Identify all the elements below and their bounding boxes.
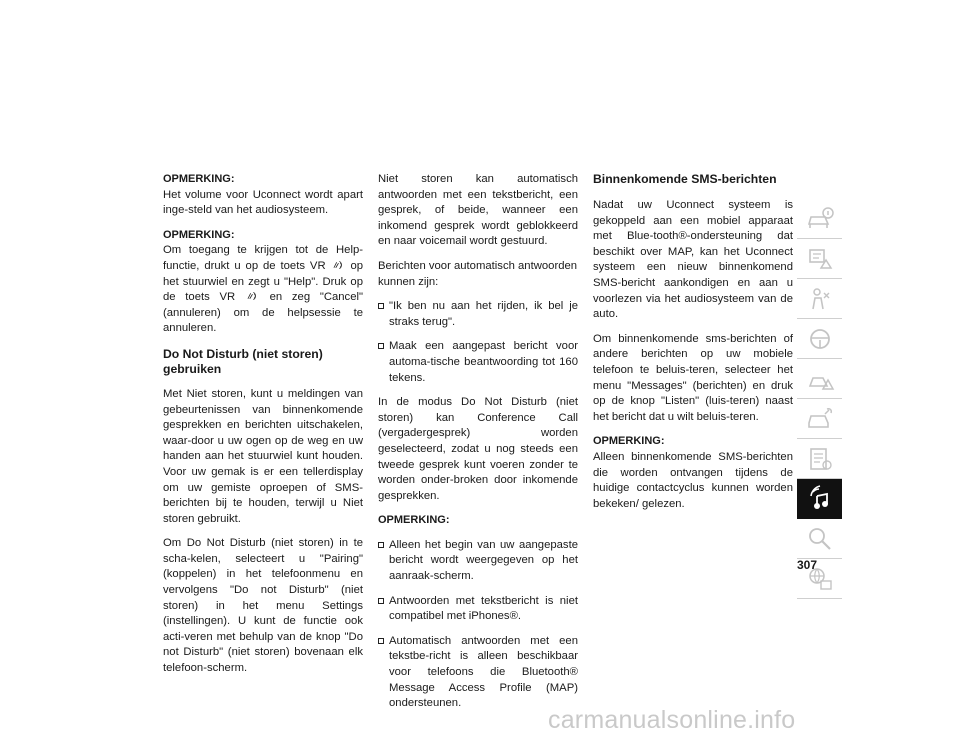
paragraph: Om Do Not Disturb (niet storen) in te scha-kelen, selecteert u "Pairing" (koppelen) in het telefoonmenu en vervolgens "Do not Disturb" (niet storen) in het menu Settings (instellingen). U kunt de functie ook acti-veren met behulp van de knop "Do not Disturb" (niet storen) bovenaan elk telefoon-scherm. [163, 537, 363, 675]
steering-wheel-icon [805, 324, 835, 354]
tab-index[interactable] [797, 519, 842, 559]
note-text-part: Om toegang te krijgen tot de Help-functie, drukt u op de toets VR [163, 244, 363, 272]
note-text-part: en zeg "Cancel" (annuleren) om de helpsessie te annuleren. [163, 291, 364, 335]
note-help [163, 228, 363, 337]
magnifier-index-icon [805, 524, 835, 554]
airbag-safety-icon [805, 284, 835, 314]
note-text: Alleen binnenkomende SMS-berichten die worden ontvangen tijdens de huidige contactcyclus kunnen worden bekeken/ gelezen. [593, 450, 793, 510]
paragraph: Berichten voor automatisch antwoorden kunnen zijn: [378, 259, 578, 288]
note-label: OPMERKING: [593, 435, 665, 448]
checkbox-bullet-icon [378, 638, 384, 644]
tab-emergency[interactable] [797, 359, 842, 399]
paragraph: Nadat uw Uconnect systeem is gekoppeld aan een mobiel apparaat met Blue-tooth®-ondersteuning dat beschikt over MAP, kan het Uconnect systeem een nieuw binnenkomend SMS-bericht aankondigen en aan u voorlezen via het audiosysteem van de auto. [593, 199, 793, 321]
tab-service[interactable] [797, 399, 842, 439]
checkbox-bullet-icon [378, 303, 384, 309]
note-text-part: op het stuurwiel en zegt u "Help". Druk op de toets VR [163, 259, 364, 304]
maintenance-checklist-icon [805, 444, 835, 474]
tab-multimedia[interactable] [797, 479, 842, 519]
section-heading: Do Not Disturb (niet storen) gebruiken [163, 346, 323, 376]
column-middle [378, 172, 578, 721]
list-item: "Ik ben nu aan het rijden, ik bel je straks terug". [378, 299, 578, 330]
checkbox-bullet-icon [378, 598, 384, 604]
list-item: Maak een aangepast bericht voor automa-tische beantwoording tot 160 tekens. [378, 339, 578, 386]
multimedia-icon [805, 484, 835, 514]
note-label: OPMERKING: [163, 173, 235, 185]
note-text: Het volume voor Uconnect wordt apart inge-steld van het audiosysteem. [163, 188, 363, 217]
voice-command-icon [247, 291, 258, 301]
note-label: OPMERKING: [163, 228, 235, 241]
emergency-triangle-icon [805, 364, 835, 394]
section-heading: Binnenkomende SMS-berichten [593, 172, 777, 186]
checkbox-bullet-icon [378, 343, 384, 349]
note-volume [163, 172, 363, 219]
car-info-icon [805, 204, 835, 234]
note-label: OPMERKING: [378, 514, 450, 527]
tab-driving[interactable] [797, 319, 842, 359]
bullet-list [378, 538, 578, 712]
note-sms [593, 434, 793, 512]
paragraph: Met Niet storen, kunt u meldingen van gebeurtenissen van binnenkomende gesprekken en berichten uitschakelen, waar-door u uw ogen op de weg en uw handen aan het stuurwiel kunt houden. Voor uw gemak is er een tellerdisplay om uw gemiste oproepen of SMS-berichten bij te houden, terwijl u Niet storen gebruikt. [163, 387, 363, 525]
chapter-tabs [797, 199, 842, 599]
paragraph: Niet storen kan automatisch antwoorden met een tekstbericht, een gesprek, of beide, wanneer een inkomend gesprek wordt geblokkeerd en naar voicemail wordt gestuurd. [378, 173, 578, 248]
list-item: Antwoorden met tekstbericht is niet compatibel met iPhones®. [378, 594, 578, 625]
page-number: 307 [797, 558, 818, 572]
car-service-icon [805, 404, 835, 434]
column-left [163, 172, 363, 686]
bullet-list [378, 299, 578, 386]
tab-car-info[interactable] [797, 199, 842, 239]
paragraph: Om binnenkomende sms-berichten of andere berichten op uw mobiele telefoon te beluis-teren, selecteer het menu "Messages" (berichten) en druk op de knop "Listen" (luis-teren) naast het bericht dat u wilt beluis-teren. [593, 332, 793, 423]
dashboard-warning-icon [805, 244, 835, 274]
voice-command-icon [333, 260, 344, 270]
column-right [593, 172, 793, 521]
watermark: carmanualsonline.info [548, 706, 796, 734]
paragraph: In de modus Do Not Disturb (niet storen) kan Conference Call (vergadergesprek) worden geselecteerd, zodat u nog steeds een tweede gesprek kunt voeren zonder te worden onder-broken door inkomende gesprekken. [378, 396, 578, 502]
tab-maintenance[interactable] [797, 439, 842, 479]
checkbox-bullet-icon [378, 542, 384, 548]
tab-safety[interactable] [797, 279, 842, 319]
list-item: Alleen het begin van uw aangepaste bericht wordt weergegeven op het aanraak-scherm. [378, 538, 578, 585]
tab-dashboard[interactable] [797, 239, 842, 279]
list-item: Automatisch antwoorden met een tekstbe-richt is alleen beschikbaar voor telefoons die Bluetooth® Message Access Profile (MAP) ondersteunen. [378, 634, 578, 712]
